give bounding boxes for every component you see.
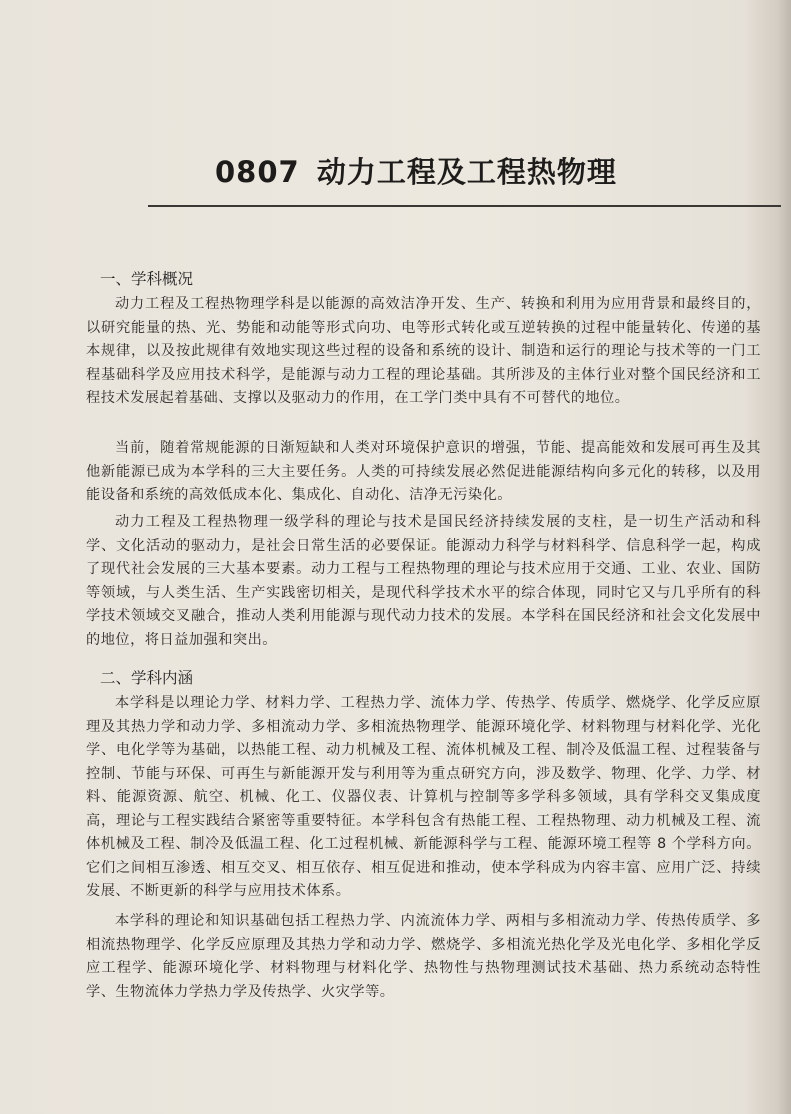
page-fold-shadow [777,0,791,1114]
title-rule [148,205,781,207]
discipline-name: 动力工程及工程热物理 [316,155,617,189]
paragraph: 本学科是以理论力学、材料力学、工程热力学、流体力学、传热学、传质学、燃烧学、化学反应原理及其热力学和动力学、多相流动力学、多相流热物理学、能源环境化学、材料物理与材料化学、光化学、电化学等为基础，以热能工程、动力机械及工程、流体机械及工程、制冷及低温工程、过程装备与控制、节能与环保、可再生与新能源开发与利用等为重点研究方向，涉及数学、物理、化学、力学、材料、能源资源、航空、机械、化工、仪器仪表、计算机与控制等多学科多领域，具有学科交叉集成度高，理论与工程实践结合紧密等重要特征。本学科包含有热能工程、工程热物理、动力机械及工程、流体机械及工程、制冷及低温工程、化工过程机械、新能源科学与工程、能源环境工程等 8 个学科方向。它们之间相互渗透、相互交叉、相互依存、相互促进和推动，使本学科成为内容丰富、应用广泛、持续发展、不断更新的科学与应用技术体系。 [86,695,761,899]
page-title [215,150,617,191]
section-heading-connotation: 二、学科内涵 [100,669,194,687]
paragraph: 动力工程及工程热物理学科是以能源的高效洁净开发、生产、转换和利用为应用背景和最终目的，以研究能量的热、光、势能和动能等形式向功、电等形式转化或互逆转换的过程中能量转化、传递的基本规律，以及按此规律有效地实现这些过程的设备和系统的设计、制造和运行的理论与技术等的一门工程基础科学及应用技术科学，是能源与动力工程的理论基础。其所涉及的主体行业对整个国民经济和工程技术发展起着基础、支撑以及驱动力的作用，在工学门类中具有不可替代的地位。 [86,296,761,406]
paragraph: 当前，随着常规能源的日渐短缺和人类对环境保护意识的增强，节能、提高能效和发展可再生及其他新能源已成为本学科的三大主要任务。人类的可持续发展必然促进能源结构向多元化的转移，以及用能设备和系统的高效低成本化、集成化、自动化、洁净无污染化。 [86,440,761,503]
discipline-code: 0807 [215,155,300,189]
paragraph: 动力工程及工程热物理一级学科的理论与技术是国民经济持续发展的支柱，是一切生产活动和科学、文化活动的驱动力，是社会日常生活的必要保证。能源动力科学与材料科学、信息科学一起，构成了现代社会发展的三大基本要素。动力工程与工程热物理的理论与技术应用于交通、工业、农业、国防等领域，与人类生活、生产实践密切相关，是现代科学技术水平的综合体现，同时它又与几乎所有的科学技术领域交叉融合，推动人类利用能源与现代动力技术的发展。本学科在国民经济和社会文化发展中的地位，将日益加强和突出。 [86,514,761,648]
section-heading-overview: 一、学科概况 [100,270,194,288]
paragraph: 本学科的理论和知识基础包括工程热力学、内流流体力学、两相与多相流动力学、传热传质学、多相流热物理学、化学反应原理及其热力学和动力学、燃烧学、多相流光热化学及光电化学、多相化学反应工程学、能源环境化学、材料物理与材料化学、热物性与热物理测试技术基础、热力系统动态特性学、生物流体力学热力学及传热学、火灾学等。 [86,913,761,1000]
